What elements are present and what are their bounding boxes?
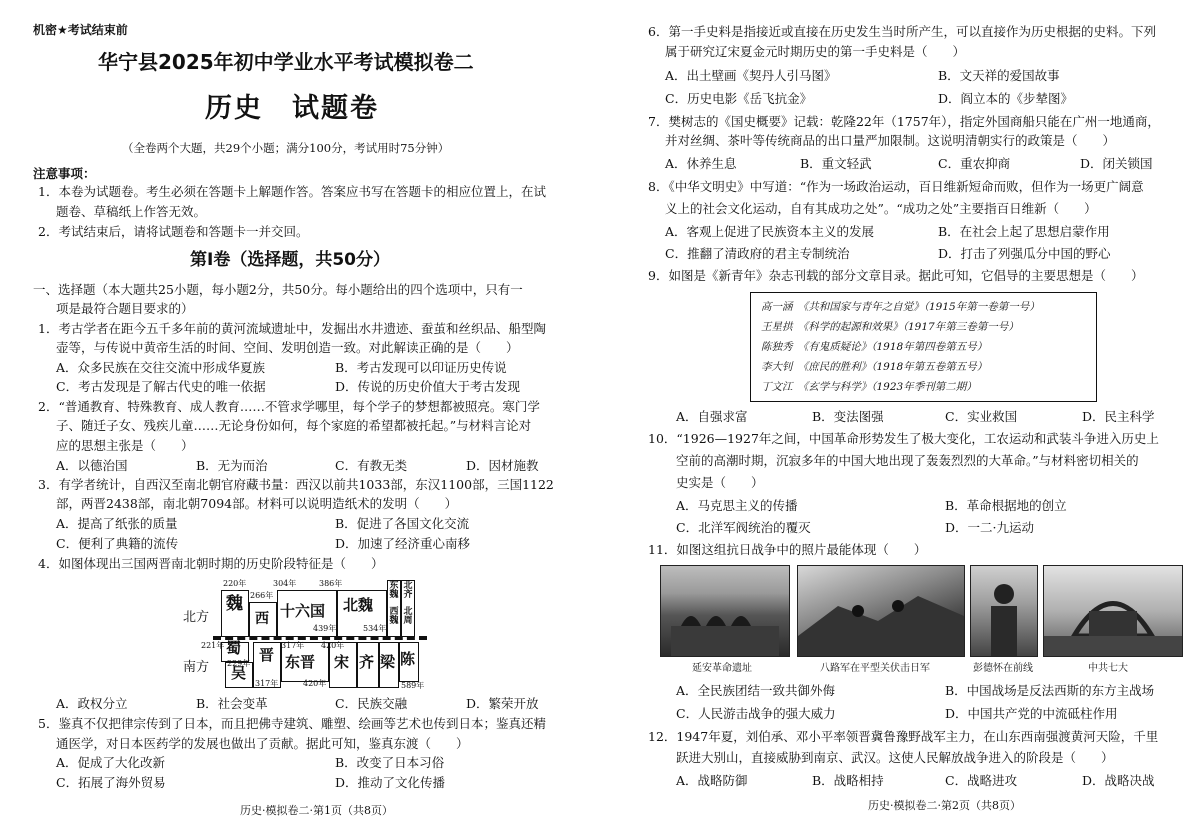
exam-info: （全卷两个大题，共29个小题；满分100分，考试用时75分钟） — [122, 141, 450, 155]
q1-option-a[interactable]: A．众多民族在交往交流中形成华夏族 — [56, 360, 266, 375]
q3-option-a[interactable]: A．提高了纸张的质量 — [56, 516, 178, 531]
timeline-label-wu: 吴 — [231, 664, 247, 682]
north-south-divider — [213, 636, 427, 640]
q6-option-c[interactable]: C．历史电影《岳飞抗金》 — [665, 91, 813, 106]
photo-caption: 彭德怀在前线 — [973, 663, 1033, 674]
q8-option-c[interactable]: C．推翻了清政府的君主专制统治 — [665, 246, 850, 261]
q5-option-d[interactable]: D．推动了文化传播 — [335, 775, 446, 790]
q7-option-a[interactable]: A．休养生息 — [665, 156, 737, 171]
page-footer: 历史·模拟卷二·第1页（共8页） — [240, 804, 393, 817]
timeline-label-west-wei: 西魏 — [389, 607, 399, 627]
timeline-label-song: 宋 — [334, 653, 350, 671]
timeline-label-jin: 晋 — [259, 646, 275, 664]
north-label: 北方 — [183, 610, 210, 625]
year-label: 266年 — [250, 591, 274, 600]
q9-option-b[interactable]: B．变法图强 — [812, 409, 884, 424]
q8-option-d[interactable]: D．打击了列强瓜分中国的野心 — [938, 246, 1111, 261]
q5-option-b[interactable]: B．改变了日本习俗 — [335, 755, 445, 770]
q3-option-d[interactable]: D．加速了经济重心南移 — [335, 536, 471, 551]
q6-option-b[interactable]: B．文天祥的爱国故事 — [938, 68, 1060, 83]
q11-option-a[interactable]: A．全民族团结一致共御外侮 — [676, 683, 836, 698]
question-10-text: 空前的高潮时期，沉寂多年的中国大地出现了轰轰烈烈的大革命。”与材料密切相关的 — [676, 453, 1139, 468]
secret-label: 机密★考试结束前 — [33, 23, 128, 37]
year-label: 317年 — [255, 679, 279, 688]
q7-option-b[interactable]: B．重文轻武 — [800, 156, 872, 171]
q1-option-b[interactable]: B．考古发现可以印证历史传说 — [335, 360, 507, 375]
q11-option-c[interactable]: C．人民游击战争的强大威力 — [676, 706, 836, 721]
timeline-label-wei: 魏 — [226, 594, 243, 614]
part-intro: 一、选择题（本大题共25小题，每小题2分，共50分。每小题给出的四个选项中，只有一 — [33, 282, 523, 297]
question-6-text: 属于研究辽宋夏金元时期历史的第一手史料是（ ） — [665, 44, 966, 59]
q1-option-d[interactable]: D．传说的历史价值大于考古发现 — [335, 379, 521, 394]
timeline-label-qi: 齐 — [359, 653, 375, 671]
page-footer: 历史·模拟卷二·第2页（共8页） — [868, 799, 1021, 812]
q7-option-d[interactable]: D．闭关锁国 — [1080, 156, 1153, 171]
question-11-text: 11．如图这组抗日战争中的照片最能体现（ ） — [648, 542, 927, 557]
question-5-text: 通医学，对日本医药学的发展也做出了贡献。据此可知，鉴真东渡（ ） — [56, 736, 469, 751]
q12-option-a[interactable]: A．战略防御 — [676, 773, 748, 788]
q4-option-c[interactable]: C．民族交融 — [335, 696, 408, 711]
q2-option-a[interactable]: A．以德治国 — [56, 458, 128, 473]
yanan-cave-image — [661, 566, 789, 656]
q9-option-a[interactable]: A．自强求富 — [676, 409, 748, 424]
exam-title: 华宁县2025年初中学业水平考试模拟卷二 — [98, 50, 474, 74]
question-5-text: 5．鉴真不仅把律宗传到了日本，而且把佛寺建筑、雕塑、绘画等艺术也传到日本；鉴真还精 — [38, 716, 546, 731]
question-10-text: 10．“1926—1927年之间，中国革命形势发生了极大变化，工农运动和武装斗争进入历史上 — [648, 431, 1159, 446]
q6-option-a[interactable]: A．出土壁画《契丹人引马图》 — [665, 68, 837, 83]
year-label: 420年 — [321, 641, 345, 650]
year-label: 420年 — [303, 679, 327, 688]
section-title: 第Ⅰ卷（选择题，共50分） — [190, 250, 390, 270]
article-entry: 李大钊 《庶民的胜利》（1918年第五卷第五号） — [761, 361, 988, 373]
q8-option-a[interactable]: A．客观上促进了民族资本主义的发展 — [665, 224, 875, 239]
note-line: 题卷、草稿纸上作答无效。 — [56, 204, 207, 219]
year-label: 386年 — [319, 579, 343, 588]
year-label: 304年 — [273, 579, 297, 588]
part-intro: 项是最符合题目要求的） — [56, 301, 194, 316]
question-12-text: 12．1947年夏，刘伯承、邓小平率领晋冀鲁豫野战军主力，在山东西南强渡黄河天险，千里 — [648, 729, 1159, 744]
q2-option-c[interactable]: C．有教无类 — [335, 458, 408, 473]
article-entry: 丁文江 《玄学与科学》（1923年季刊第二期） — [761, 381, 977, 393]
q4-option-d[interactable]: D．繁荣开放 — [466, 696, 539, 711]
question-2-text: 2．“普通教育、特殊教育、成人教育……不管求学哪里，每个学子的梦想都被照亮。寒门学 — [38, 399, 540, 414]
timeline-label-liang: 梁 — [380, 653, 396, 671]
note-line: 1．本卷为试题卷。考生必须在答题卡上解题作答。答案应书写在答题卡的相应位置上，在试 — [38, 184, 546, 199]
question-2-text: 子、随迁子女、残疾儿童……无论身份如何，每个家庭的希望都被托起。”与材料言论对 — [56, 418, 532, 433]
right-page — [600, 0, 1200, 832]
timeline-label-western-jin: 西 — [255, 611, 269, 627]
photo-peng-dehuai — [970, 565, 1038, 657]
timeline-label-sixteen-kingdoms: 十六国 — [280, 602, 326, 620]
q3-option-c[interactable]: C．便利了典籍的流传 — [56, 536, 179, 551]
question-3-text: 部，两晋2438部，南北朝7094部。材料可以说明造纸术的发明（ ） — [56, 496, 458, 511]
q10-option-d[interactable]: D．一二·九运动 — [945, 520, 1034, 535]
question-12-text: 跃进大别山，直接威胁到南京、武汉。这使人民解放战争进入的阶段是（ ） — [676, 750, 1114, 765]
q4-option-b[interactable]: B．社会变革 — [196, 696, 268, 711]
question-1-text: 1．考古学者在距今五千多年前的黄河流域遗址中，发掘出水井遗迹、蚕茧和丝织品、船型陶 — [38, 321, 546, 336]
year-label: 317年 — [281, 641, 305, 650]
person-image — [971, 566, 1037, 656]
timeline-label-chen: 陈 — [400, 650, 416, 668]
q7-option-c[interactable]: C．重农抑商 — [938, 156, 1011, 171]
q12-option-d[interactable]: D．战略决战 — [1082, 773, 1155, 788]
question-10-text: 史实是（ ） — [676, 475, 764, 490]
question-7-text: 7．樊树志的《国史概要》记载：乾隆22年（1757年），指定外国商船只能在广州一地通商， — [648, 114, 1160, 129]
q11-option-d[interactable]: D．中国共产党的中流砥柱作用 — [945, 706, 1118, 721]
q5-option-c[interactable]: C．拓展了海外贸易 — [56, 775, 166, 790]
question-8-text: 8．《中华文明史》中写道：“作为一场政治运动，百日维新短命而败，但作为一场更广阔意 — [648, 179, 1144, 194]
paper-subtitle: 历史 试题卷 — [205, 93, 379, 124]
question-7-text: 并对丝绸、茶叶等传统商品的出口量严加限制。这说明清朝实行的政策是（ ） — [665, 133, 1116, 148]
q10-option-b[interactable]: B．革命根据地的创立 — [945, 498, 1067, 513]
photo-seventh-congress — [1043, 565, 1183, 657]
article-entry: 王星拱 《科学的起源和效果》（1917年第三卷第一号） — [761, 321, 1019, 333]
q2-option-b[interactable]: B．无为而治 — [196, 458, 268, 473]
timeline-label-shu: 蜀 — [226, 639, 242, 657]
article-entry: 陈独秀 《有鬼质疑论》（1918年第四卷第五号） — [761, 341, 988, 353]
photo-yanan-site — [660, 565, 790, 657]
year-label: 220年 — [223, 579, 247, 588]
year-label: 439年 — [313, 624, 337, 633]
timeline-label-northern-wei: 北魏 — [343, 596, 374, 614]
question-8-text: 义上的社会文化运动，自有其成功之处”。“成功之处”主要指百日维新（ ） — [665, 201, 1097, 216]
question-1-text: 壶等，与传说中黄帝生活的时间、空间、发明创造一致。对此解读正确的是（ ） — [56, 340, 519, 355]
q11-option-b[interactable]: B．中国战场是反法西斯的东方主战场 — [945, 683, 1155, 698]
dynasty-timeline-figure — [183, 578, 433, 690]
q9-option-d[interactable]: D．民主科学 — [1082, 409, 1155, 424]
article-entry: 高一涵 《共和国家与青年之自觉》（1915年第一卷第一号） — [761, 301, 1040, 313]
south-label: 南方 — [183, 660, 210, 675]
year-label: 221年 — [201, 641, 225, 650]
photo-caption: 延安革命遗址 — [692, 663, 752, 674]
q5-option-a[interactable]: A．促成了大化改新 — [56, 755, 166, 770]
notes-heading: 注意事项： — [33, 166, 96, 181]
photo-caption: 八路军在平型关伏击日军 — [820, 663, 930, 674]
question-3-text: 3．有学者统计，自西汉至南北朝官府藏书量：西汉以前共1033部，东汉1100部，三国1122 — [38, 477, 554, 492]
year-label: 229年 — [227, 659, 251, 668]
question-9-text: 9．如图是《新青年》杂志刊载的部分文章目录。据此可知，它倡导的主要思想是（ ） — [648, 268, 1144, 283]
photo-caption: 中共七大 — [1088, 663, 1128, 674]
year-label: 589年 — [401, 681, 425, 690]
year-label: 534年 — [363, 624, 387, 633]
timeline-label-eastern-jin: 东晋 — [285, 653, 316, 671]
q2-option-d[interactable]: D．因材施教 — [466, 458, 539, 473]
photo-pingxingguan — [797, 565, 965, 657]
timeline-label-north-qi: 北齐 — [403, 581, 413, 601]
xinqingnian-article-list — [750, 292, 1097, 402]
q6-option-d[interactable]: D．阎立本的《步辇图》 — [938, 91, 1074, 106]
question-4-text: 4．如图体现出三国两晋南北朝时期的历史阶段特征是（ ） — [38, 556, 384, 571]
timeline-label-east-wei: 东魏 — [389, 581, 399, 601]
q10-option-c[interactable]: C．北洋军阀统治的覆灭 — [676, 520, 811, 535]
question-6-text: 6．第一手史料是指接近或直接在历史发生当时所产生，可以直接作为历史根据的史料。下列 — [648, 24, 1156, 39]
q4-option-a[interactable]: A．政权分立 — [56, 696, 128, 711]
q8-option-b[interactable]: B．在社会上起了思想启蒙作用 — [938, 224, 1110, 239]
q10-option-a[interactable]: A．马克思主义的传播 — [676, 498, 798, 513]
hall-image — [1044, 566, 1182, 656]
q12-option-b[interactable]: B．战略相持 — [812, 773, 884, 788]
q1-option-c[interactable]: C．考古发现是了解古代史的唯一依据 — [56, 379, 266, 394]
note-line: 2．考试结束后，请将试题卷和答题卡一并交回。 — [38, 224, 309, 239]
q3-option-b[interactable]: B．促进了各国文化交流 — [335, 516, 470, 531]
q12-option-c[interactable]: C．战略进攻 — [945, 773, 1018, 788]
question-2-text: 应的思想主张是（ ） — [56, 438, 194, 453]
timeline-label-north-zhou: 北周 — [403, 607, 413, 627]
q9-option-c[interactable]: C．实业救国 — [945, 409, 1018, 424]
soldiers-image — [798, 566, 964, 656]
